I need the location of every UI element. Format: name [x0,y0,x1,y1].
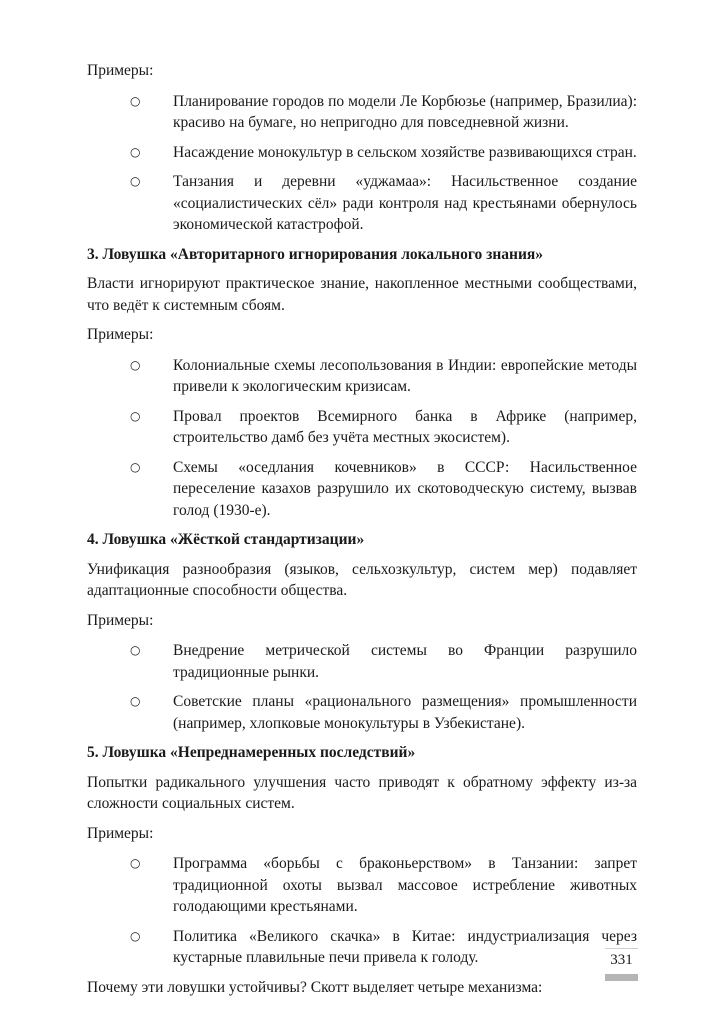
examples-label: Примеры: [87,62,154,79]
list-item: ○ Насаждение монокультур в сельском хозяйстве развивающихся стран. [87,142,637,164]
bullet-icon: ○ [130,93,141,108]
section-heading: 4. Ловушка «Жёсткой стандартизации» [87,531,365,548]
section-text: Унификация разнообразия (языков, сельхозкультур, систем мер) подавляет адаптационные способности общества. [87,560,637,599]
closing-text: Почему эти ловушки устойчивы? Скотт выделяет четыре механизма: [87,978,543,996]
bullet-icon: ○ [130,694,141,708]
examples-label: Примеры: [87,611,154,629]
list-item: ○ Внедрение метрической системы во Франции разрушило традиционные рынки. [130,642,637,681]
page-number-bar [605,974,638,981]
bullet-icon: ○ [130,459,141,474]
list-item: ○ Колониальные схемы лесопользования в Индии: европейские методы привели к экологическим кризисам. [130,356,637,395]
bullet-icon: ○ [130,408,141,423]
page-body [87,60,637,998]
section-text: Власти игнорируют практическое знание, накопленное местными сообществами, что ведёт к системным сбоям. [87,275,637,314]
bullet-icon: ○ [130,144,141,159]
bullet-list [87,640,637,734]
bullet-icon: ○ [130,928,141,943]
section-heading: 5. Ловушка «Непреднамеренных последствий» [87,744,416,761]
bullet-list [87,91,637,236]
examples-label: Примеры: [87,326,154,343]
page-number: 331 [610,952,633,968]
list-item: ○ Схемы «оседлания кочевников» в СССР: Насильственное переселение казахов разрушило их скотоводческую систему, вызвав голод (1930-е). [130,458,637,519]
bullet-icon: ○ [130,174,141,188]
bullet-list [87,355,637,522]
section-text: Попытки радикального улучшения часто приводят к обратному эффекту из-за сложности социальных систем. [87,773,637,812]
bullet-icon: ○ [130,856,141,870]
list-item: ○ Планирование городов по модели Ле Корбюзье (например, Бразилиа): красиво на бумаге, но непригодно для повседневной жизни. [130,92,637,131]
bullet-icon: ○ [130,357,141,372]
list-item: ○ Танзания и деревни «уджамаа»: Насильственное создание «социалистических сёл» ради контроля над крестьянами обернулось экономической катастрофой. [130,173,637,233]
list-item: ○ Советские планы «рационального размещения» промышленности (например, хлопковые монокультуры в Узбекистане). [130,693,637,732]
list-item: ○ Политика «Великого скачка» в Китае: индустриализация через кустарные плавильные печи привела к голоду. [130,927,637,966]
bullet-icon: ○ [130,643,141,657]
bullet-list [87,853,637,969]
list-item: ○ Программа «борьбы с браконьерством» в Танзании: запрет традиционной охоты вызвал массовое истребление животных голодающими крестьянами. [130,855,637,915]
page-number-rule [605,948,638,949]
examples-label: Примеры: [87,824,154,842]
list-item: ○ Провал проектов Всемирного банка в Африке (например, строительство дамб без учёта местных экосистем). [130,407,637,446]
section-heading: 3. Ловушка «Авторитарного игнорирования локального знания» [87,245,544,263]
